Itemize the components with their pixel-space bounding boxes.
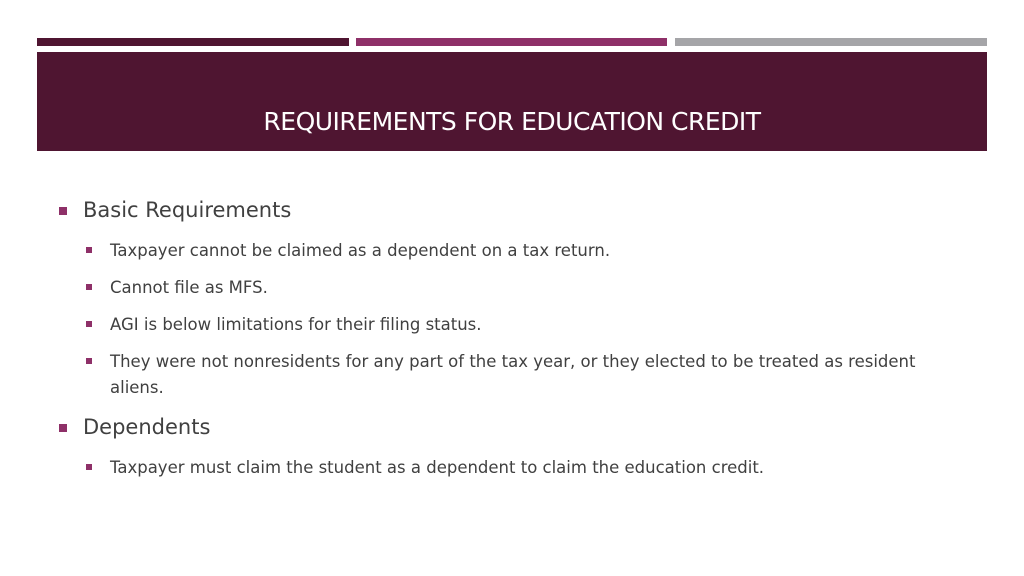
bullet-icon	[86, 284, 92, 290]
bullet-icon	[86, 321, 92, 327]
slide-title: REQUIREMENTS FOR EDUCATION CREDIT	[263, 107, 761, 136]
list-item	[110, 349, 970, 401]
section-heading	[83, 415, 210, 439]
item-text: Taxpayer must claim the student as a dependent to claim the education credit.	[110, 458, 765, 477]
accent-bar-dark	[37, 38, 349, 46]
accent-bar-gray	[675, 38, 987, 46]
title-banner	[37, 52, 987, 151]
list-item	[110, 238, 970, 264]
list-item	[110, 275, 970, 301]
bullet-icon	[86, 464, 92, 470]
bullet-icon	[86, 247, 92, 253]
item-text: Taxpayer cannot be claimed as a dependent on a tax return.	[110, 241, 611, 260]
list-item	[110, 455, 970, 481]
accent-bar-magenta	[356, 38, 667, 46]
heading-text: Basic Requirements	[83, 198, 292, 222]
section-heading	[83, 198, 291, 222]
bullet-icon	[59, 424, 67, 432]
item-text: They were not nonresidents for any part of the tax year, or they elected to be treated as resident aliens.	[110, 352, 916, 397]
list-item	[110, 312, 970, 338]
item-text: Cannot file as MFS.	[110, 278, 268, 297]
bullet-icon	[86, 358, 92, 364]
item-text: AGI is below limitations for their filing status.	[110, 315, 482, 334]
bullet-icon	[59, 207, 67, 215]
heading-text: Dependents	[83, 415, 211, 439]
